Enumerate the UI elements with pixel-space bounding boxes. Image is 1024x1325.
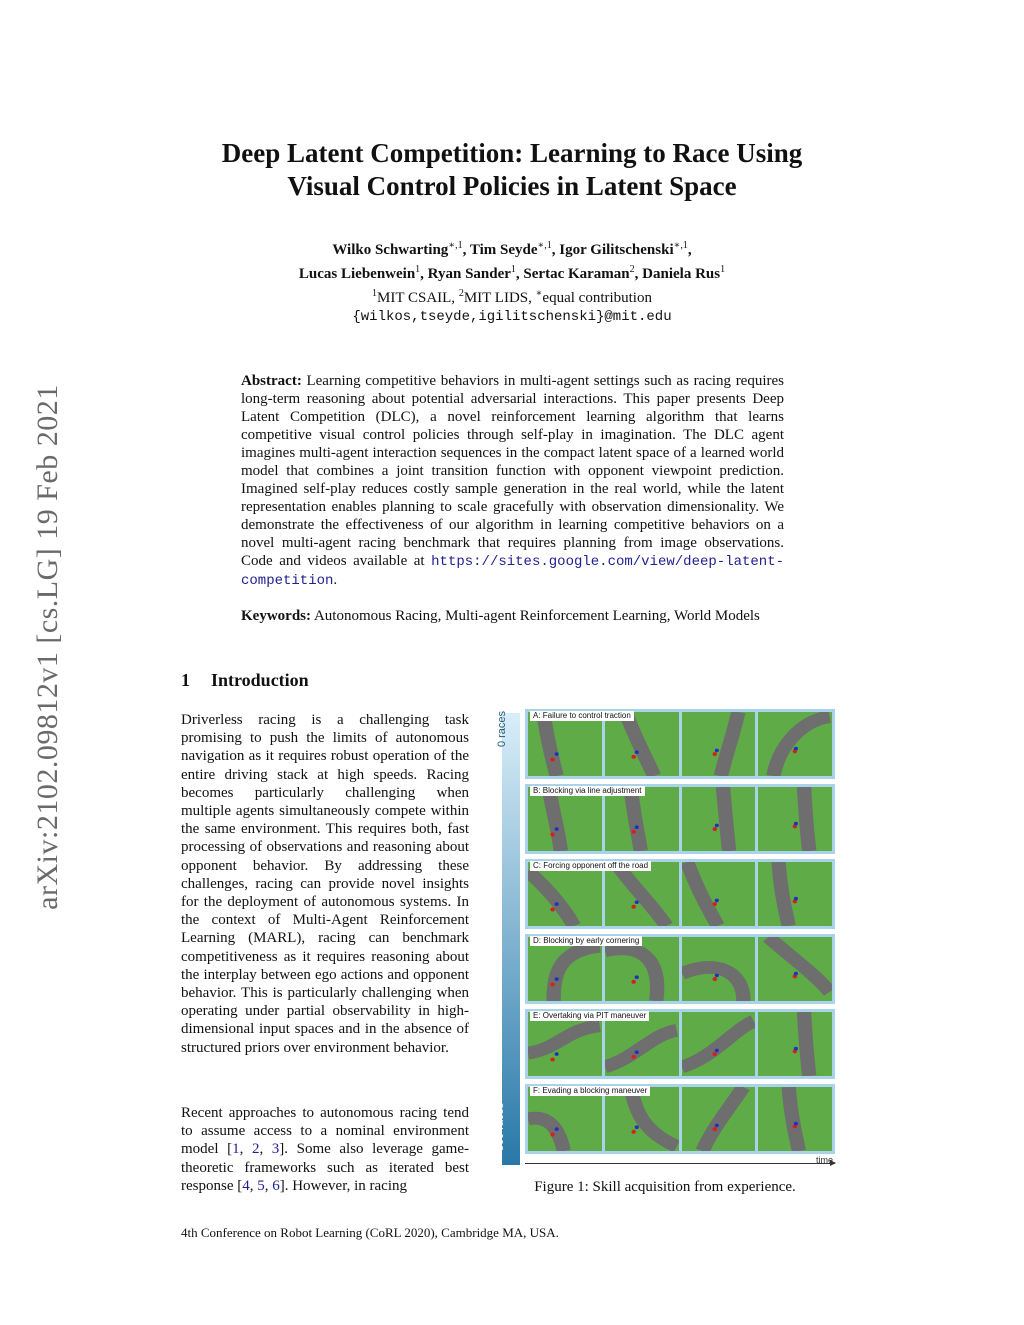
- author-name: Lucas Liebenwein: [298, 266, 416, 282]
- author-name: Tim Seyde: [469, 242, 538, 258]
- abstract: Abstract: Learning competitive behaviors in multi-agent settings such as racing requires long-term reasoning about potential adversarial interactions. This paper presents Deep Latent Competition (DLC), a novel reinforcement learning algorithm that learns competitive visual control policies through self-play in imagination. The DLC agent imagines multi-agent interaction sequences in the compact latent space of a learned world model that combines a joint transition function with opponent viewpoint prediction. Imagined self-play reduces costly sample generation in the real world, while the latent representation enables planning to scale gracefully with observation dimensionality. We demonstrate the effectiveness of our algorithm in learning competitive behaviors on a novel multi-agent racing benchmark that requires planning from image observations. Code and videos available at https://sites.google.com/view/deep-latent-competition.: [241, 373, 785, 589]
- author-line-1: Wilko Schwarting$^{∗,1}$, Tim Seyde$^{∗,1}$, Igor Gilitschenski$^{∗,1}$,: [332, 240, 692, 258]
- citation-link[interactable]: 3: [271, 1141, 280, 1158]
- five-hundred-races-label: 500 races: [494, 1102, 507, 1152]
- keywords-text: Autonomous Racing, Multi-agent Reinforcement Learning, World Models: [313, 608, 760, 624]
- keywords-label: Keywords:: [241, 608, 311, 624]
- keywords: [241, 607, 784, 625]
- citation-link[interactable]: 5: [257, 1177, 265, 1194]
- code-link[interactable]: https://sites.google.com/view/deep-latent-competition: [241, 554, 784, 589]
- race-snapshot-tile: [605, 937, 679, 1001]
- race-snapshot-tile: [528, 1012, 602, 1076]
- section-number: 1: [181, 670, 190, 690]
- figure-row-label: F: Evading a blocking maneuver: [530, 1086, 650, 1096]
- intro-paragraph-1: Driverless racing is a challenging task promising to push the limits of autonomous navigation as it requires robust operation of the entire driving stack at high speeds. Racing becomes particularly challenging when multiple agents simultaneously compete within the same environment. This requires both, fast processing of observations and reasoning about opponent behavior. By addressing these challenges, racing can provide novel insights for the deployment of autonomous systems. In the context of Multi-Agent Reinforcement Learning (MARL), racing can benchmark competitiveness as it requires reasoning about the interplay between ego actions and opponent behavior. This is particularly challenging when operating under partial observability in high-dimensional input spaces and in the absence of structured priors over environment behavior.: [181, 712, 469, 1056]
- race-snapshot-tile: [605, 862, 679, 926]
- citation-link[interactable]: 2: [251, 1141, 260, 1158]
- race-snapshot-tile: [758, 1012, 832, 1076]
- time-axis-label: time: [816, 1155, 834, 1165]
- section-heading-introduction: [181, 670, 309, 691]
- paper-title: [140, 137, 884, 203]
- citation-link[interactable]: 1: [232, 1141, 240, 1158]
- author-sup: ∗,1: [537, 240, 552, 251]
- race-snapshot-tile: [682, 862, 756, 926]
- arxiv-identifier: arXiv:2102.09812v1 [cs.LG] 19 Feb 2021: [31, 384, 64, 910]
- author-sup: ∗,1: [448, 240, 463, 251]
- time-axis: [525, 1163, 835, 1164]
- abstract-text: Learning competitive behaviors in multi-agent settings such as racing requires long-term reasoning about potential adversarial interactions. This paper presents Deep Latent Competition (DLC), a novel reinforcement learning algorithm that learns competitive visual control policies through self-play in imagination. The DLC agent imagines multi-agent interaction sequences in the compact latent space of a learned world model that combines a joint transition function with opponent viewpoint prediction. Imagined self-play reduces costly sample generation in the real world, while the latent representation enables planning to scale gracefully with observation dimensionality. We demonstrate the effectiveness of our algorithm in learning competitive behaviors on a novel multi-agent racing benchmark that requires planning from image observations. Code and videos available at: [241, 373, 785, 569]
- figure-row: [525, 934, 835, 1004]
- figure-row-label: C: Forcing opponent off the road: [530, 861, 651, 871]
- race-snapshot-tile: [605, 787, 679, 851]
- author-sup: 1: [415, 264, 421, 275]
- author-name: Igor Gilitschenski: [559, 242, 674, 258]
- race-snapshot-tile: [758, 787, 832, 851]
- race-snapshot-tile: [682, 787, 756, 851]
- author-sup: 2: [629, 264, 635, 275]
- race-snapshot-tile: [682, 937, 756, 1001]
- race-snapshot-tile: [528, 1087, 602, 1151]
- citation-link[interactable]: 6: [272, 1177, 280, 1194]
- author-sup: ∗,1: [673, 240, 688, 251]
- author-sup: 1: [510, 264, 516, 275]
- figure-row: [525, 1084, 835, 1154]
- figure-row-label: B: Blocking via line adjustment: [530, 786, 645, 796]
- race-snapshot-tile: [528, 787, 602, 851]
- figure-skill-acquisition: [492, 709, 844, 1174]
- zero-races-label: 0 races: [496, 710, 509, 748]
- intro-paragraph-2: Recent approaches to autonomous racing tend to assume access to a nominal environment model [1, 2, 3]. Some also leverage game-theoretic frameworks such as iterated best response [4, 5, 6]. However, in racing: [181, 1105, 469, 1194]
- affiliations: $^1$MIT CSAIL, $^2$MIT LIDS, ∗equal contribution: [372, 288, 652, 306]
- race-snapshot-tile: [682, 1012, 756, 1076]
- experience-gradient-bar: [502, 713, 520, 1165]
- race-snapshot-tile: [605, 1087, 679, 1151]
- citation-link[interactable]: 4: [242, 1177, 250, 1194]
- author-sup: 1: [720, 264, 726, 275]
- figure-caption: Figure 1: Skill acquisition from experience.: [534, 1179, 796, 1195]
- figure-row: [525, 859, 835, 929]
- abstract-label: Abstract:: [241, 373, 302, 389]
- race-snapshot-tile: [528, 937, 602, 1001]
- race-snapshot-tile: [682, 1087, 756, 1151]
- section-title: Introduction: [211, 670, 309, 690]
- race-snapshot-tile: [758, 937, 832, 1001]
- figure-row: [525, 784, 835, 854]
- figure-row-label: A: Failure to control traction: [530, 711, 634, 721]
- race-snapshot-tile: [605, 1012, 679, 1076]
- author-block: [140, 236, 884, 327]
- author-name: Wilko Schwarting: [332, 242, 449, 258]
- author-name: Daniela Rus: [642, 266, 721, 282]
- race-snapshot-tile: [528, 712, 602, 776]
- race-snapshot-tile: [682, 712, 756, 776]
- race-snapshot-tile: [605, 712, 679, 776]
- figure-row: [525, 1009, 835, 1079]
- author-emails: {wilkos,tseyde,igilitschenski}@mit.edu: [352, 309, 672, 325]
- race-snapshot-tile: [528, 862, 602, 926]
- author-line-2: Lucas Liebenwein$^1$, Ryan Sander$^1$, Sertac Karaman$^2$, Daniela Rus$^1$: [298, 264, 726, 282]
- race-snapshot-tile: [758, 712, 832, 776]
- figure-row-label: D: Blocking by early cornering: [530, 936, 642, 946]
- author-name: Ryan Sander: [427, 266, 511, 282]
- author-name: Sertac Karaman: [523, 266, 630, 282]
- footer-venue: 4th Conference on Robot Learning (CoRL 2020), Cambridge MA, USA.: [181, 1225, 559, 1240]
- figure-row: [525, 709, 835, 779]
- title-line-1: Deep Latent Competition: Learning to Race Using: [221, 138, 803, 168]
- figure-row-label: E: Overtaking via PIT maneuver: [530, 1011, 649, 1021]
- race-snapshot-tile: [758, 862, 832, 926]
- race-snapshot-tile: [758, 1087, 832, 1151]
- title-line-2: Visual Control Policies in Latent Space: [287, 171, 737, 201]
